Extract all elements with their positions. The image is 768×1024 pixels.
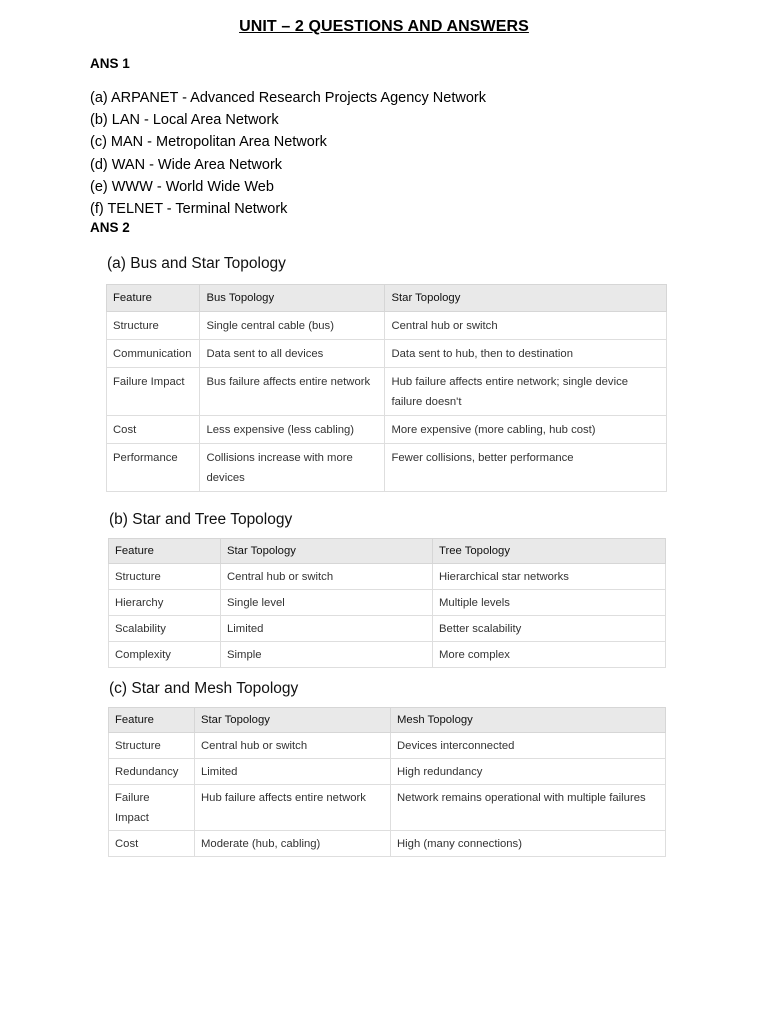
table-cell: Network remains operational with multiple failures	[391, 785, 666, 831]
table-cell: Fewer collisions, better performance	[385, 444, 667, 492]
table-cell: Central hub or switch	[221, 564, 433, 590]
table-cell: Hierarchical star networks	[433, 564, 666, 590]
list-item: (d) WAN - Wide Area Network	[90, 156, 283, 173]
ans1-heading: ANS 1	[90, 56, 130, 71]
table-cell: Communication	[107, 340, 200, 368]
table-header-row	[109, 708, 666, 733]
list-item: (a) ARPANET - Advanced Research Projects Agency Network	[90, 90, 486, 106]
table-cell: High (many connections)	[391, 831, 666, 857]
table-cell: More expensive (more cabling, hub cost)	[385, 416, 667, 444]
table-cell: Bus failure affects entire network	[200, 368, 385, 416]
table-cell: Less expensive (less cabling)	[200, 416, 385, 444]
table-cell: Structure	[107, 312, 200, 340]
page-title: UNIT – 2 QUESTIONS AND ANSWERS	[239, 18, 529, 35]
table-cell: High redundancy	[391, 759, 666, 785]
table-row	[107, 368, 667, 416]
table-cell: Central hub or switch	[195, 733, 391, 759]
table-cell: Central hub or switch	[385, 312, 667, 340]
table-cell: Redundancy	[109, 759, 195, 785]
table-cell: Hierarchy	[109, 590, 221, 616]
ans1-list	[90, 87, 486, 220]
table-header-row	[109, 539, 666, 564]
table-cell: Data sent to hub, then to destination	[385, 340, 667, 368]
table-cell: Cost	[109, 831, 195, 857]
table-cell: Structure	[109, 564, 221, 590]
table-cell: Single central cable (bus)	[200, 312, 385, 340]
table-header-row	[107, 285, 667, 312]
table-row	[107, 340, 667, 368]
table-cell: Structure	[109, 733, 195, 759]
comparison-table-star-mesh	[108, 707, 666, 857]
table-cell: Failure Impact	[109, 785, 195, 831]
table-cell: Better scalability	[433, 616, 666, 642]
column-header: Star Topology	[195, 708, 391, 733]
table-cell: Data sent to all devices	[200, 340, 385, 368]
table-cell: Scalability	[109, 616, 221, 642]
table-row	[109, 733, 666, 759]
table-cell: Moderate (hub, cabling)	[195, 831, 391, 857]
column-header: Feature	[107, 285, 200, 312]
list-item: (e) WWW - World Wide Web	[90, 178, 274, 195]
column-header: Star Topology	[385, 285, 667, 312]
table-row	[109, 642, 666, 668]
table-row	[109, 590, 666, 616]
table-cell: Failure Impact	[107, 368, 200, 416]
table-cell: Collisions increase with more devices	[200, 444, 385, 492]
table-row	[109, 564, 666, 590]
table-row	[107, 416, 667, 444]
column-header: Feature	[109, 539, 221, 564]
table-cell: More complex	[433, 642, 666, 668]
column-header: Mesh Topology	[391, 708, 666, 733]
column-header: Bus Topology	[200, 285, 385, 312]
table-cell: Limited	[195, 759, 391, 785]
list-item: (b) LAN - Local Area Network	[90, 112, 279, 129]
table-cell: Hub failure affects entire network	[195, 785, 391, 831]
ans2-heading: ANS 2	[90, 220, 130, 235]
table-cell: Cost	[107, 416, 200, 444]
table-cell: Simple	[221, 642, 433, 668]
list-item: (f) TELNET - Terminal Network	[90, 201, 288, 218]
table-cell: Performance	[107, 444, 200, 492]
table-cell: Devices interconnected	[391, 733, 666, 759]
table-cell: Limited	[221, 616, 433, 642]
table-cell: Multiple levels	[433, 590, 666, 616]
table-cell: Single level	[221, 590, 433, 616]
column-header: Feature	[109, 708, 195, 733]
column-header: Star Topology	[221, 539, 433, 564]
comparison-table-star-tree	[108, 538, 666, 668]
table-cell: Complexity	[109, 642, 221, 668]
list-item: (c) MAN - Metropolitan Area Network	[90, 134, 327, 151]
table-row	[109, 831, 666, 857]
section-title-bus-star: (a) Bus and Star Topology	[107, 255, 286, 272]
column-header: Tree Topology	[433, 539, 666, 564]
table-row	[107, 312, 667, 340]
table-row	[109, 785, 666, 831]
section-title-star-mesh: (c) Star and Mesh Topology	[109, 680, 299, 697]
section-title-star-tree: (b) Star and Tree Topology	[109, 511, 293, 528]
table-row	[109, 616, 666, 642]
table-row	[109, 759, 666, 785]
comparison-table-bus-star	[106, 284, 667, 492]
table-cell: Hub failure affects entire network; single device failure doesn't	[385, 368, 667, 416]
table-row	[107, 444, 667, 492]
